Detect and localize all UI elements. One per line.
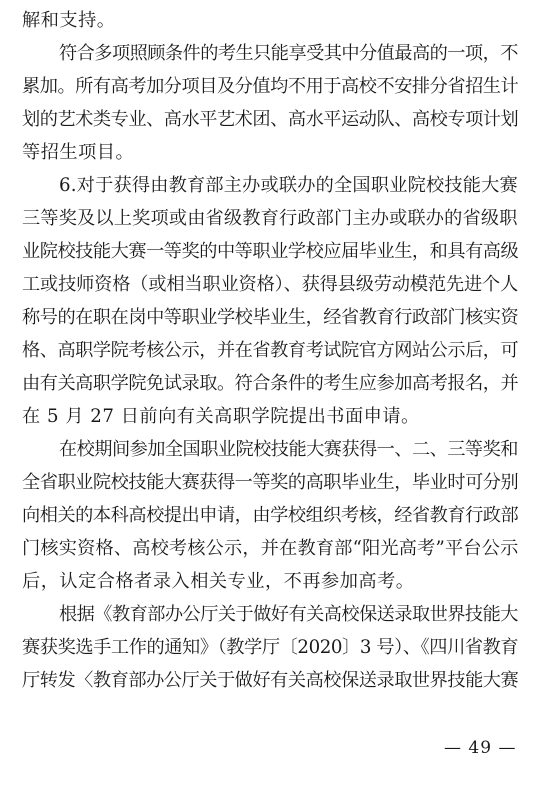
text-line: 划的艺术类专业、高水平艺术团、高水平运动队、高校专项计划	[22, 109, 519, 130]
page-number: — 49 —	[444, 738, 517, 758]
text-line: 三等奖及以上奖项或由省级教育行政部门主办或联办的省级职	[22, 208, 518, 229]
paragraph-first-line: 符合多项照顾条件的考生只能享受其中分值最高的一项，不	[59, 43, 518, 64]
text-line: 等招生项目。	[22, 142, 135, 163]
paragraph-first-line: 6.对于获得由教育部主办或联办的全国职业院校技能大赛	[59, 175, 518, 196]
text-line: 由有关高职学院免试录取。符合条件的考生应参加高考报名，并	[22, 373, 519, 394]
text-line: 称号的在职在岗中等职业学校毕业生，经省教育行政部门核实资	[22, 307, 519, 328]
text-line: 格、高职学院考核公示，并在省教育考试院官方网站公示后，可	[22, 340, 519, 361]
text-line: 赛获奖选手工作的通知》（教学厅〔2020〕3 号）、《四川省教育	[22, 637, 519, 658]
text-line: 向相关的本科高校提出申请，由学校组织考核，经省教育行政部	[22, 505, 519, 526]
text-line: 累加。所有高考加分项目及分值均不用于高校不安排分省招生计	[22, 76, 519, 97]
text-line: 门核实资格、高校考核公示，并在教育部“阳光高考”平台公示	[22, 538, 519, 559]
paragraph-first-line: 根据《教育部办公厅关于做好有关高校保送录取世界技能大	[59, 604, 518, 625]
text-line: 后，认定合格者录入相关专业，不再参加高考。	[22, 571, 415, 592]
document-body	[22, 4, 518, 697]
text-line: 厅转发〈教育部办公厅关于做好有关高校保送录取世界技能大赛	[22, 670, 519, 691]
text-line: 在 5 月 27 日前向有关高职学院提出书面申请。	[22, 406, 420, 427]
text-line: 业院校技能大赛一等奖的中等职业学校应届毕业生，和具有高级	[22, 241, 519, 262]
text-line: 解和支持。	[22, 10, 116, 31]
text-line: 工或技师资格（或相当职业资格）、获得县级劳动模范先进个人	[22, 274, 519, 295]
paragraph-first-line: 在校期间参加全国职业院校技能大赛获得一、二、三等奖和	[59, 439, 518, 460]
text-line: 全省职业院校技能大赛获得一等奖的高职毕业生，毕业时可分别	[22, 472, 519, 493]
